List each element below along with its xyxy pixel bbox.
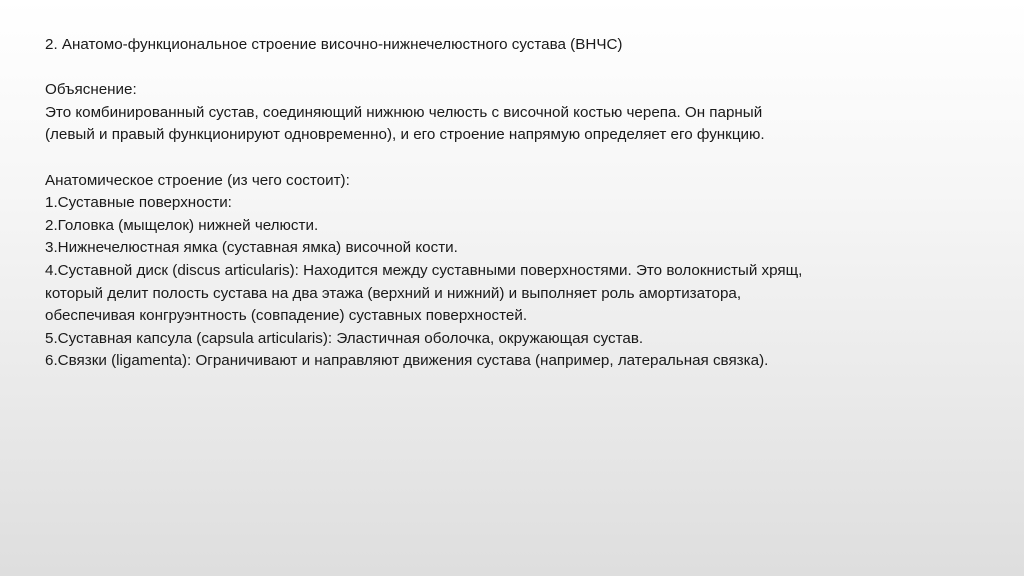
explanation-line: (левый и правый функционируют одновременно), и его строение напрямую определяет его функцию.: [45, 126, 765, 144]
structure-item: 3.Нижнечелюстная ямка (суставная ямка) височной кости.: [45, 239, 458, 257]
slide-title: 2. Анатомо-функциональное строение височно-нижнечелюстного сустава (ВНЧС): [45, 36, 623, 53]
structure-item: 5.Суставная капсула (capsula articularis): Эластичная оболочка, окружающая сустав.: [45, 329, 644, 347]
spacer: [45, 57, 995, 80]
spacer: [45, 147, 995, 170]
structure-item: 4.Суставной диск (discus articularis): Находится между суставными поверхностями. Это волокнистый хрящ,: [45, 261, 803, 279]
structure-item: 1.Суставные поверхности:: [45, 194, 232, 212]
structure-item-continuation: который делит полость сустава на два этажа (верхний и нижний) и выполняет роль амортизатора,: [45, 284, 742, 302]
explanation-line: Это комбинированный сустав, соединяющий нижнюю челюсть с височной костью черепа. Он парный: [45, 103, 763, 121]
structure-heading: Анатомическое строение (из чего состоит):: [45, 171, 350, 189]
structure-item: 2.Головка (мыщелок) нижней челюсти.: [45, 216, 319, 234]
structure-item-continuation: обеспечивая конгруэнтность (совпадение) суставных поверхностей.: [45, 307, 528, 325]
structure-item: 6.Связки (ligamenta): Ограничивают и направляют движения сустава (например, латеральная связка).: [45, 352, 769, 370]
explanation-heading: Объяснение:: [45, 81, 137, 99]
slide-content: [45, 34, 995, 373]
